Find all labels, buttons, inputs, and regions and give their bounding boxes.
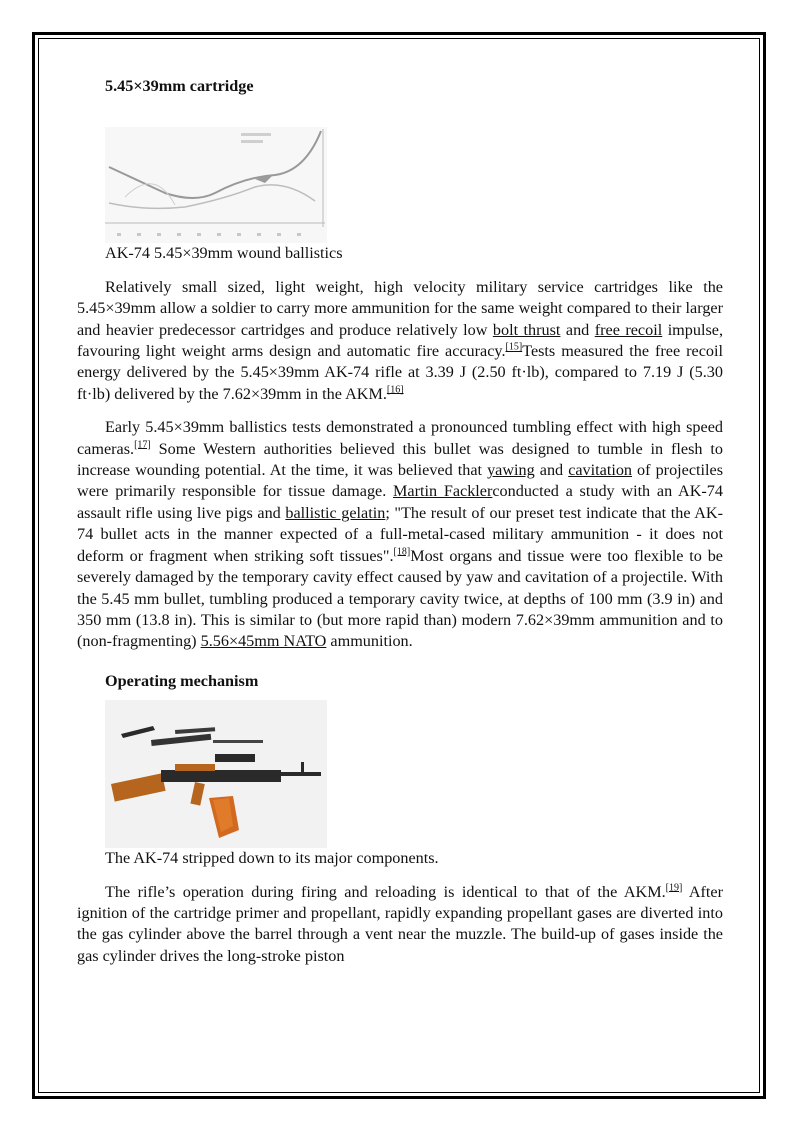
wound-ballistics-graph <box>105 127 327 243</box>
paragraph-recoil <box>77 277 723 405</box>
text-run: impulse, favouring light weight arms design and automatic fire accuracy. <box>77 320 723 361</box>
figure-caption-ballistics: AK-74 5.45×39mm wound ballistics <box>105 244 343 263</box>
text-run: conducted a study with an AK-74 assault rifle using live pigs and <box>77 482 723 522</box>
text-run: Tests measured the free recoil energy delivered by the 5.45×39mm AK-74 rifle at 3.39 J (2.50 ft·lb), compared to 7.19 J (5.30 ft·lb) delivered by the 7.62×39mm in the AKM. <box>77 342 723 403</box>
link-yawing[interactable]: yawing <box>487 461 535 480</box>
text-run: Relatively small sized, light weight, high velocity military service cartridges like the 5.45×39mm allow a soldier to carry more ammunition for the same weight compared to their larger and heavier predecessor cartridges and produce relatively low <box>77 277 723 339</box>
paragraph-tumbling <box>77 417 723 652</box>
wound-ballistics-figure <box>105 127 327 243</box>
reference-16[interactable]: [16] <box>386 384 404 396</box>
section-heading-operating-mechanism: Operating mechanism <box>105 671 259 690</box>
document-body <box>77 76 723 967</box>
link-5-56-nato[interactable]: 5.56×45mm NATO <box>200 632 327 651</box>
text-run: After ignition of the cartridge primer and propellant, rapidly expanding propellant gases are diverted into the gas cylinder above the barrel through a vent near the muzzle. The build-up of gases inside the gas cylinder drives the long-stroke piston <box>77 882 723 965</box>
link-ballistic-gelatin[interactable]: ballistic gelatin <box>285 503 386 522</box>
ak74-components-photo <box>105 700 327 848</box>
section-heading-cartridge: 5.45×39mm cartridge <box>105 77 254 95</box>
ak74-stripped-figure <box>105 700 327 848</box>
figure-caption-stripped: The AK-74 stripped down to its major components. <box>105 849 439 868</box>
reference-17[interactable]: [17] <box>134 439 151 451</box>
text-run: and <box>534 461 569 480</box>
link-free-recoil[interactable]: free recoil <box>594 320 663 339</box>
text-run: Some Western authorities believed this bullet was designed to tumble in flesh to increase wounding potential. At the time, it was believed that <box>77 439 723 480</box>
reference-15[interactable]: [15] <box>505 341 523 353</box>
text-run: of projectiles were primarily responsible for tissue damage. <box>77 461 724 501</box>
link-martin-fackler[interactable]: Martin Fackler <box>393 482 493 501</box>
text-run: and <box>560 320 595 339</box>
text-run: The rifle’s operation during firing and reloading is identical to that of the AKM. <box>105 882 666 901</box>
text-run: ; "The result of our preset test indicate that the AK-74 bullet acts in the manner expected of a full-metal-cased military ammunition - it does not deform or fragment when striking soft tissues". <box>77 503 723 565</box>
reference-18[interactable]: [18] <box>393 546 411 558</box>
link-bolt-thrust[interactable]: bolt thrust <box>492 320 561 339</box>
link-cavitation[interactable]: cavitation <box>568 461 633 480</box>
text-run: ammunition. <box>326 632 413 651</box>
text-run: Most organs and tissue were too flexible to be severely damaged by the temporary cavity effect caused by yaw and cavitation of a projectile. With the 5.45 mm bullet, tumbling produced a temporary cavity twice, at depths of 100 mm (3.9 in) and 350 mm (13.8 in). This is similar to (but more rapid than) modern 7.62×39mm ammunition and to (non-fragmenting) <box>77 546 723 651</box>
text-run: Early 5.45×39mm ballistics tests demonstrated a pronounced tumbling effect with high speed cameras. <box>77 418 723 458</box>
reference-19[interactable]: [19] <box>665 882 683 894</box>
paragraph-operation <box>77 882 723 968</box>
